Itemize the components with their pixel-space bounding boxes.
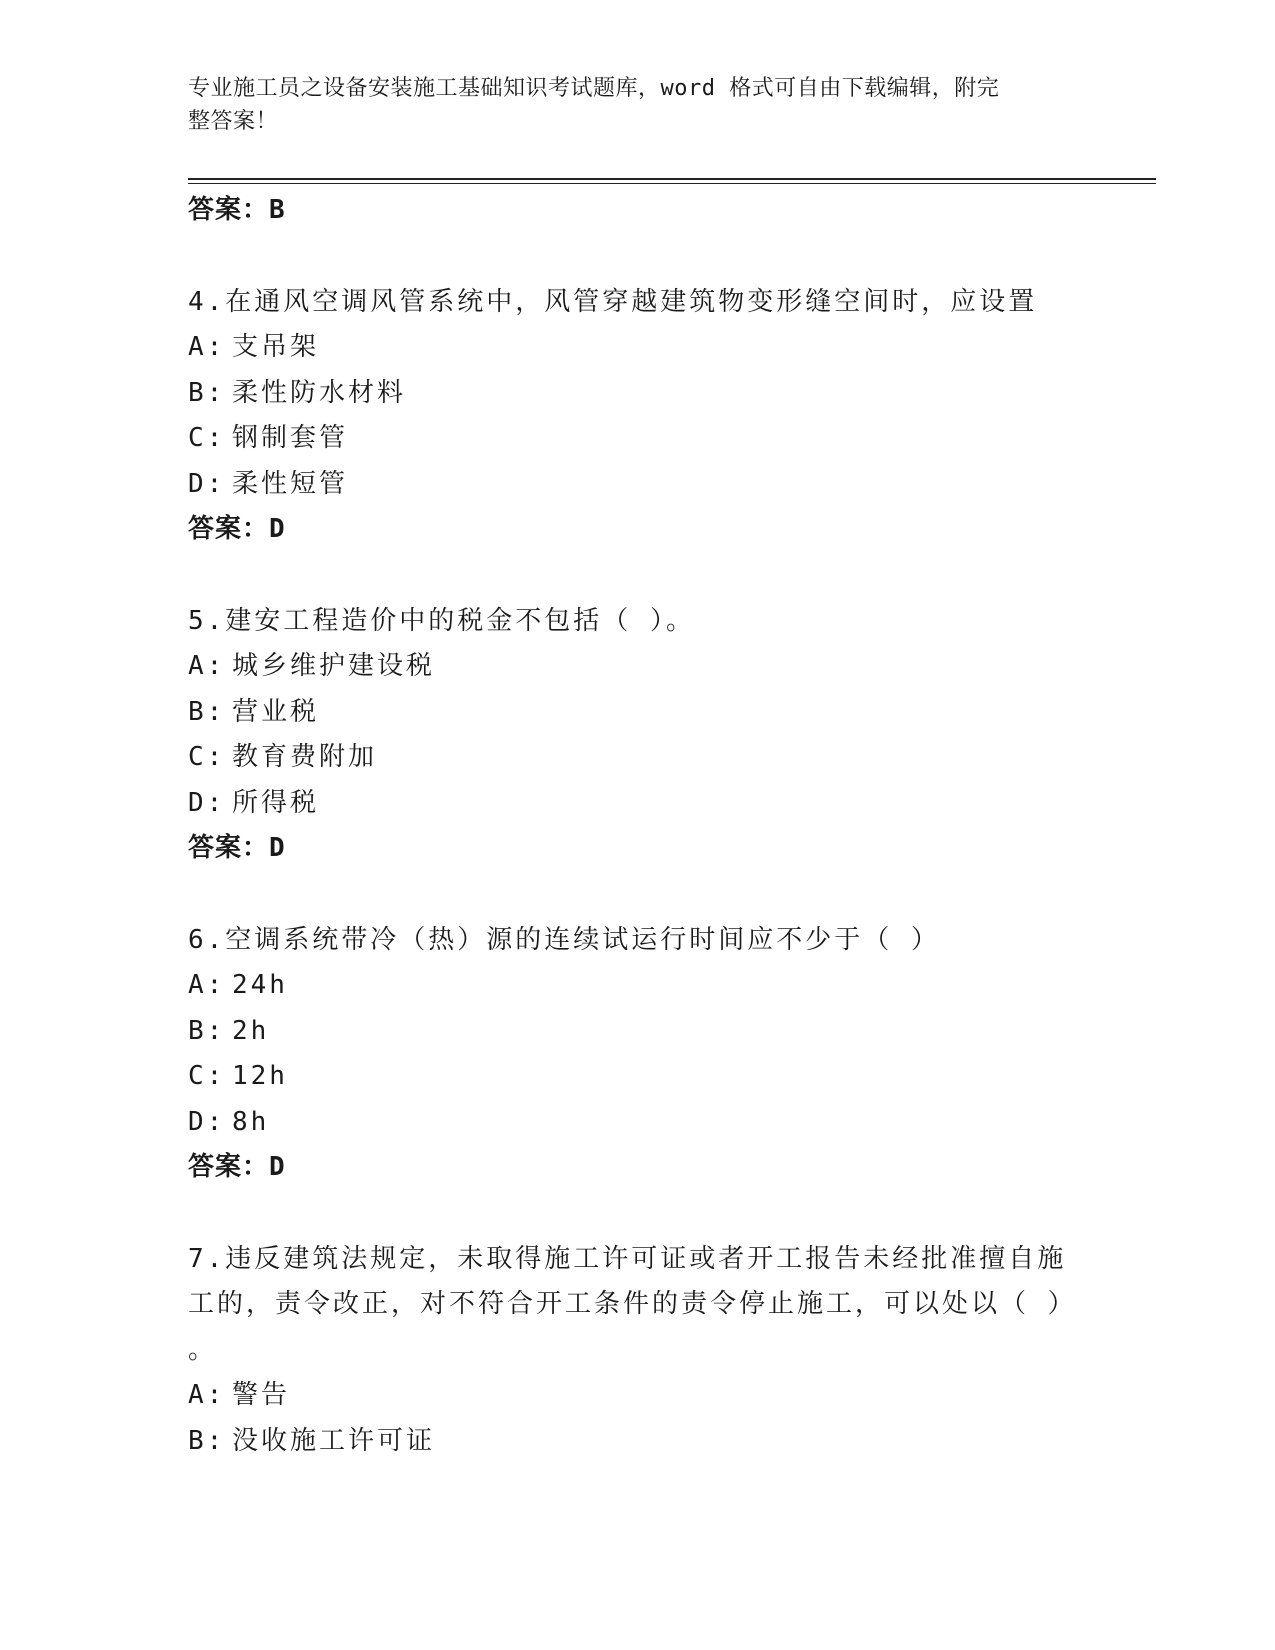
option-a bbox=[188, 963, 1068, 1009]
answer-prefix: 答案： bbox=[188, 195, 270, 225]
answer-line bbox=[188, 507, 1068, 553]
option-text: 柔性防水材料 bbox=[232, 377, 407, 408]
option-text: 2h bbox=[232, 1015, 270, 1046]
option-text: 没收施工许可证 bbox=[232, 1425, 436, 1456]
option-label: B: bbox=[188, 377, 226, 408]
option-text: 营业税 bbox=[232, 696, 320, 727]
option-text: 所得税 bbox=[232, 787, 320, 818]
option-a bbox=[188, 325, 1068, 371]
option-a bbox=[188, 644, 1068, 690]
option-text: 教育费附加 bbox=[232, 742, 378, 772]
option-text: 钢制套管 bbox=[232, 423, 349, 453]
option-text: 城乡维护建设税 bbox=[232, 651, 436, 681]
header-divider-thin bbox=[188, 183, 1156, 184]
header-line-2: 整答案！ bbox=[188, 109, 279, 134]
option-c bbox=[188, 735, 1068, 781]
question-title-line-1: 7.违反建筑法规定，未取得施工许可证或者开工报告未经批准擅自施 bbox=[188, 1243, 1067, 1274]
option-label: D: bbox=[188, 1106, 226, 1137]
answer-prefix: 答案： bbox=[188, 1152, 270, 1182]
answer-line bbox=[188, 1145, 1068, 1191]
header-line-1: 专业施工员之设备安装施工基础知识考试题库，word 格式可自由下载编辑，附完 bbox=[188, 76, 1000, 101]
option-b bbox=[188, 371, 1068, 417]
option-label: A: bbox=[188, 1380, 226, 1410]
option-b bbox=[188, 690, 1068, 736]
answer-value: D bbox=[269, 833, 286, 863]
option-label: B: bbox=[188, 696, 226, 727]
option-label: B: bbox=[188, 1015, 226, 1046]
option-d bbox=[188, 781, 1068, 827]
spacer bbox=[188, 553, 1068, 599]
question-list bbox=[188, 188, 1077, 1464]
question-title-line-2: 工的，责令改正，对不符合开工条件的责令停止施工，可以处以（ ） bbox=[188, 1289, 1077, 1319]
option-label: D: bbox=[188, 787, 226, 818]
question-4 bbox=[188, 280, 1068, 553]
spacer bbox=[188, 234, 1068, 280]
answer-line bbox=[188, 826, 1068, 872]
option-label: C: bbox=[188, 1061, 226, 1091]
option-label: A: bbox=[188, 651, 226, 681]
option-d bbox=[188, 462, 1068, 508]
option-text: 警告 bbox=[232, 1380, 291, 1410]
question-title: 4.在通风空调风管系统中，风管穿越建筑物变形缝空间时，应设置 bbox=[188, 286, 1038, 317]
option-b bbox=[188, 1009, 1068, 1055]
option-label: D: bbox=[188, 468, 226, 499]
answer-value: D bbox=[269, 1152, 286, 1182]
option-text: 24h bbox=[232, 970, 288, 1000]
option-b bbox=[188, 1419, 1068, 1465]
option-c bbox=[188, 1054, 1068, 1100]
option-c bbox=[188, 416, 1068, 462]
option-a bbox=[188, 1373, 1068, 1419]
option-label: A: bbox=[188, 970, 226, 1000]
question-5 bbox=[188, 599, 1068, 872]
question-title: 6.空调系统带冷（热）源的连续试运行时间应不少于（ ） bbox=[188, 924, 940, 955]
answer-line bbox=[188, 188, 1068, 234]
header-divider-thick bbox=[188, 178, 1156, 180]
option-text: 柔性短管 bbox=[232, 468, 349, 499]
answer-value: B bbox=[269, 195, 286, 225]
option-text: 8h bbox=[232, 1106, 270, 1137]
document-header bbox=[188, 72, 1068, 138]
option-text: 支吊架 bbox=[232, 332, 320, 362]
question-6 bbox=[188, 918, 1068, 1191]
option-label: B: bbox=[188, 1425, 226, 1456]
answer-prefix: 答案： bbox=[188, 514, 270, 544]
option-label: C: bbox=[188, 423, 226, 453]
option-label: A: bbox=[188, 332, 226, 362]
answer-value: D bbox=[269, 514, 286, 544]
question-title-line-3: 。 bbox=[188, 1334, 218, 1365]
option-d bbox=[188, 1100, 1068, 1146]
option-label: C: bbox=[188, 742, 226, 772]
answer-prefix: 答案： bbox=[188, 833, 270, 863]
spacer bbox=[188, 1191, 1068, 1237]
question-title: 5.建安工程造价中的税金不包括（ ）。 bbox=[188, 605, 695, 636]
spacer bbox=[188, 872, 1068, 918]
option-text: 12h bbox=[232, 1061, 288, 1091]
question-7 bbox=[188, 1237, 1077, 1465]
